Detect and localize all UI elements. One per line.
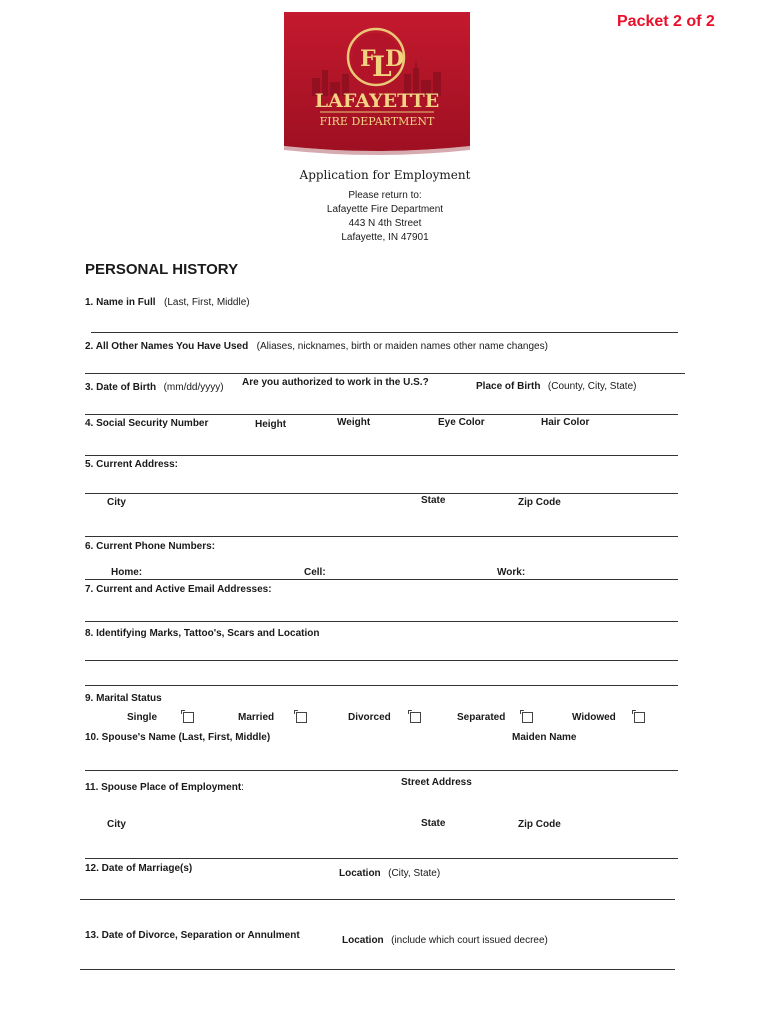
q2-hint: (Aliases, nicknames, birth or maiden names other name changes): [256, 341, 548, 352]
phone-input-line[interactable]: [85, 579, 678, 580]
single-checkbox[interactable]: [183, 712, 194, 723]
separated-label: Separated: [457, 712, 506, 723]
work-phone-label: Work:: [497, 567, 526, 578]
divorced-label: Divorced: [348, 712, 391, 723]
logo-initial-d: D: [385, 46, 405, 72]
cell-phone-label: Cell:: [304, 567, 326, 578]
eye-color-label: Eye Color: [438, 417, 485, 428]
email-input-line[interactable]: [85, 621, 678, 622]
spouse-city-label: City: [107, 819, 126, 830]
q11-label: 11. Spouse Place of Employment: [85, 782, 242, 793]
q3-label: 3. Date of Birth: [85, 382, 157, 393]
packet-label: Packet 2 of 2: [617, 13, 715, 30]
married-checkbox[interactable]: [296, 712, 307, 723]
q4-label: 4. Social Security Number: [85, 418, 209, 429]
place-of-birth-hint: (County, City, State): [547, 381, 637, 392]
marriage-location-hint: (City, State): [388, 868, 441, 879]
spouse-name-input-line[interactable]: [85, 770, 678, 771]
name-input-line[interactable]: [91, 332, 678, 333]
return-line: 443 N 4th Street: [348, 218, 422, 229]
q13-label: 13. Date of Divorce, Separation or Annulment: [85, 930, 300, 941]
q1-hint: (Last, First, Middle): [164, 297, 250, 308]
street-address-label: Street Address: [401, 777, 472, 788]
logo-subtitle: FIRE DEPARTMENT: [319, 115, 435, 128]
zip-code-label: Zip Code: [518, 497, 561, 508]
marriage-location-label: Location: [339, 868, 381, 879]
city-state-zip-input-line[interactable]: [85, 536, 678, 537]
lafayette-fire-department-logo: [284, 12, 470, 166]
widowed-checkbox[interactable]: [634, 712, 645, 723]
q8-label: 8. Identifying Marks, Tattoo's, Scars and Location: [85, 628, 320, 639]
spouse-employment-input-line[interactable]: [85, 858, 678, 859]
height-label: Height: [255, 419, 287, 430]
other-names-input-line[interactable]: [85, 373, 685, 374]
divorce-location-label: Location: [342, 935, 384, 946]
marks-input-line-2[interactable]: [85, 685, 678, 686]
state-label: State: [421, 495, 446, 506]
marriage-input-line[interactable]: [80, 899, 675, 900]
home-phone-label: Home:: [111, 567, 143, 578]
logo-initial-f: F: [360, 46, 376, 72]
return-line: Lafayette, IN 47901: [341, 232, 429, 243]
q2-label: 2. All Other Names You Have Used: [85, 341, 249, 352]
work-authorization-label: Are you authorized to work in the U.S.?: [242, 377, 429, 388]
divorce-input-line[interactable]: [80, 969, 675, 970]
return-line: Lafayette Fire Department: [326, 204, 444, 215]
divorced-checkbox[interactable]: [410, 712, 421, 723]
q7-label: 7. Current and Active Email Addresses:: [85, 584, 272, 595]
widowed-label: Widowed: [572, 712, 616, 723]
q1-label: 1. Name in Full: [85, 297, 156, 308]
spouse-zip-code-label: Zip Code: [518, 819, 561, 830]
spouse-state-label: State: [421, 818, 446, 829]
section-title: PERSONAL HISTORY: [85, 261, 239, 278]
physical-info-input-line[interactable]: [85, 455, 678, 456]
separated-checkbox[interactable]: [522, 712, 533, 723]
marks-input-line-1[interactable]: [85, 660, 678, 661]
city-label: City: [107, 497, 126, 508]
logo-initial-l: L: [372, 50, 392, 83]
q6-label: 6. Current Phone Numbers:: [85, 541, 216, 552]
q12-label: 12. Date of Marriage(s): [85, 863, 193, 874]
place-of-birth-label: Place of Birth: [476, 381, 541, 392]
q9-label: 9. Marital Status: [85, 693, 162, 704]
maiden-name-label: Maiden Name: [512, 732, 577, 743]
married-label: Married: [238, 712, 275, 723]
hair-color-label: Hair Color: [541, 417, 590, 428]
form-title: Application for Employment: [299, 168, 471, 182]
q3-hint: (mm/dd/yyyy): [163, 382, 224, 393]
q10-label: 10. Spouse's Name (Last, First, Middle): [85, 732, 271, 743]
return-line: Please return to:: [348, 190, 422, 201]
divorce-location-hint: (include which court issued decree): [391, 935, 548, 946]
logo-name: LAFAYETTE: [314, 90, 440, 112]
weight-label: Weight: [337, 417, 371, 428]
birth-info-input-line[interactable]: [85, 414, 678, 415]
address-input-line[interactable]: [85, 493, 678, 494]
single-label: Single: [127, 712, 158, 723]
q11-colon: :: [241, 782, 244, 793]
q5-label: 5. Current Address:: [85, 459, 178, 470]
